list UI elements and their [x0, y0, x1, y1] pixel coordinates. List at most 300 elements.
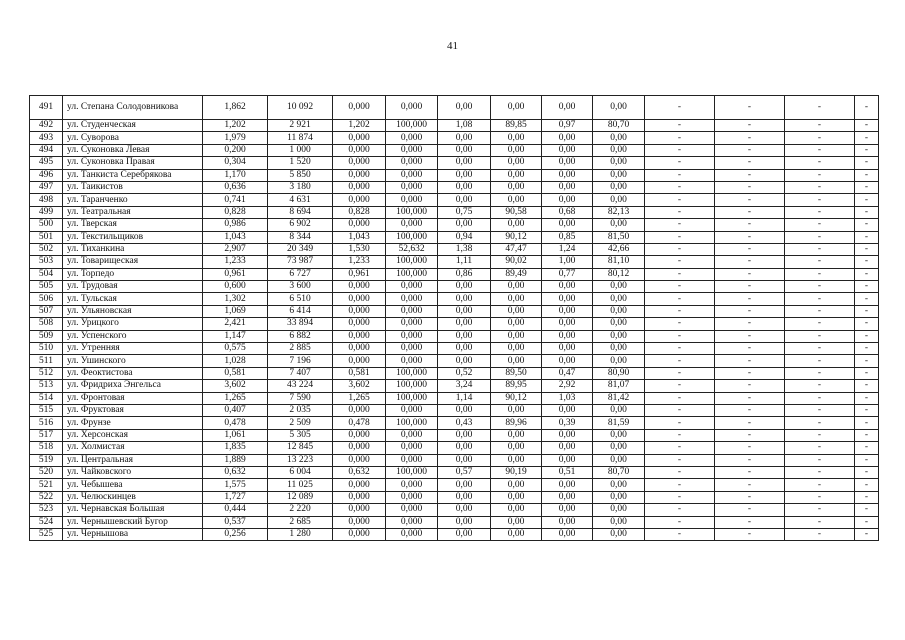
value-cell: 0,43 — [438, 417, 491, 429]
dash-cell: - — [785, 442, 855, 454]
dash-cell: - — [645, 417, 715, 429]
value-cell: 0,000 — [333, 330, 386, 342]
dash-cell: - — [645, 194, 715, 206]
street-name: ул. Таранченко — [63, 194, 203, 206]
value-cell: 6 414 — [268, 305, 333, 317]
street-name: ул. Ушинского — [63, 355, 203, 367]
dash-cell: - — [715, 194, 785, 206]
value-cell: 3 180 — [268, 181, 333, 193]
value-cell: 47,47 — [491, 243, 542, 255]
value-cell: 1,233 — [203, 256, 268, 268]
value-cell: 100,000 — [386, 206, 438, 218]
dash-cell: - — [645, 268, 715, 280]
value-cell: 2 921 — [268, 120, 333, 132]
street-name: ул. Урицкого — [63, 318, 203, 330]
value-cell: 0,00 — [491, 281, 542, 293]
value-cell: 100,000 — [386, 268, 438, 280]
value-cell: 0,00 — [491, 318, 542, 330]
street-name: ул. Чернавская Большая — [63, 504, 203, 516]
value-cell: 0,00 — [593, 343, 645, 355]
value-cell: 0,00 — [542, 355, 593, 367]
value-cell: 0,00 — [593, 181, 645, 193]
value-cell: 12 089 — [268, 491, 333, 503]
row-number: 521 — [30, 479, 63, 491]
value-cell: 0,00 — [491, 404, 542, 416]
row-number: 499 — [30, 206, 63, 218]
dash-cell: - — [645, 243, 715, 255]
value-cell: 0,00 — [491, 293, 542, 305]
street-name: ул. Тверская — [63, 219, 203, 231]
dash-cell: - — [645, 132, 715, 144]
dash-cell: - — [785, 96, 855, 120]
value-cell: 100,000 — [386, 417, 438, 429]
dash-cell: - — [645, 144, 715, 156]
dash-cell: - — [785, 479, 855, 491]
value-cell: 0,86 — [438, 268, 491, 280]
dash-cell: - — [855, 305, 879, 317]
value-cell: 0,000 — [386, 355, 438, 367]
value-cell: 1,03 — [542, 392, 593, 404]
table-row — [30, 479, 879, 491]
street-name: ул. Студенческая — [63, 120, 203, 132]
value-cell: 0,828 — [333, 206, 386, 218]
street-name: ул. Трудовая — [63, 281, 203, 293]
dash-cell: - — [715, 268, 785, 280]
value-cell: 0,00 — [491, 305, 542, 317]
dash-cell: - — [785, 318, 855, 330]
value-cell: 0,000 — [333, 528, 386, 540]
value-cell: 0,47 — [542, 367, 593, 379]
dash-cell: - — [715, 528, 785, 540]
value-cell: 0,00 — [542, 528, 593, 540]
row-number: 497 — [30, 181, 63, 193]
value-cell: 1,043 — [203, 231, 268, 243]
value-cell: 33 894 — [268, 318, 333, 330]
value-cell: 0,000 — [386, 491, 438, 503]
value-cell: 80,12 — [593, 268, 645, 280]
value-cell: 1,727 — [203, 491, 268, 503]
row-number: 518 — [30, 442, 63, 454]
table-body — [30, 96, 879, 541]
street-name: ул. Холмистая — [63, 442, 203, 454]
value-cell: 3,602 — [203, 380, 268, 392]
value-cell: 0,000 — [386, 144, 438, 156]
value-cell: 0,00 — [593, 516, 645, 528]
value-cell: 0,00 — [438, 181, 491, 193]
value-cell: 0,537 — [203, 516, 268, 528]
value-cell: 1 280 — [268, 528, 333, 540]
value-cell: 0,000 — [333, 293, 386, 305]
value-cell: 1,302 — [203, 293, 268, 305]
value-cell: 80,70 — [593, 466, 645, 478]
dash-cell: - — [785, 181, 855, 193]
value-cell: 6 510 — [268, 293, 333, 305]
dash-cell: - — [645, 305, 715, 317]
value-cell: 0,00 — [491, 454, 542, 466]
value-cell: 0,52 — [438, 367, 491, 379]
value-cell: 0,000 — [386, 479, 438, 491]
value-cell: 3,602 — [333, 380, 386, 392]
row-number: 505 — [30, 281, 63, 293]
table-row — [30, 367, 879, 379]
value-cell: 0,256 — [203, 528, 268, 540]
value-cell: 0,94 — [438, 231, 491, 243]
value-cell: 0,00 — [593, 144, 645, 156]
table-row — [30, 318, 879, 330]
street-name: ул. Центральная — [63, 454, 203, 466]
dash-cell: - — [855, 466, 879, 478]
value-cell: 0,00 — [438, 305, 491, 317]
row-number: 498 — [30, 194, 63, 206]
dash-cell: - — [715, 479, 785, 491]
value-cell: 0,00 — [491, 528, 542, 540]
dash-cell: - — [715, 404, 785, 416]
row-number: 507 — [30, 305, 63, 317]
dash-cell: - — [855, 429, 879, 441]
value-cell: 81,07 — [593, 380, 645, 392]
value-cell: 0,75 — [438, 206, 491, 218]
value-cell: 2,907 — [203, 243, 268, 255]
dash-cell: - — [785, 243, 855, 255]
street-name: ул. Товарищеская — [63, 256, 203, 268]
value-cell: 0,00 — [438, 293, 491, 305]
value-cell: 0,000 — [333, 504, 386, 516]
table-row — [30, 404, 879, 416]
value-cell: 0,00 — [593, 442, 645, 454]
dash-cell: - — [645, 256, 715, 268]
table-row — [30, 343, 879, 355]
value-cell: 89,50 — [491, 367, 542, 379]
value-cell: 0,000 — [333, 343, 386, 355]
value-cell: 0,000 — [333, 442, 386, 454]
value-cell: 0,00 — [542, 144, 593, 156]
dash-cell: - — [715, 120, 785, 132]
street-name: ул. Фруктовая — [63, 404, 203, 416]
street-name: ул. Тиханкина — [63, 243, 203, 255]
value-cell: 89,95 — [491, 380, 542, 392]
dash-cell: - — [855, 318, 879, 330]
street-name: ул. Челюскинцев — [63, 491, 203, 503]
dash-cell: - — [715, 305, 785, 317]
dash-cell: - — [715, 169, 785, 181]
value-cell: 12 845 — [268, 442, 333, 454]
dash-cell: - — [645, 330, 715, 342]
value-cell: 52,632 — [386, 243, 438, 255]
value-cell: 0,200 — [203, 144, 268, 156]
value-cell: 0,00 — [542, 132, 593, 144]
value-cell: 8 694 — [268, 206, 333, 218]
dash-cell: - — [855, 206, 879, 218]
value-cell: 0,00 — [542, 318, 593, 330]
dash-cell: - — [785, 491, 855, 503]
value-cell: 0,00 — [491, 355, 542, 367]
dash-cell: - — [645, 219, 715, 231]
dash-cell: - — [785, 157, 855, 169]
row-number: 493 — [30, 132, 63, 144]
dash-cell: - — [785, 367, 855, 379]
value-cell: 1,979 — [203, 132, 268, 144]
row-number: 525 — [30, 528, 63, 540]
value-cell: 0,00 — [542, 442, 593, 454]
value-cell: 0,000 — [386, 454, 438, 466]
dash-cell: - — [715, 442, 785, 454]
value-cell: 1,265 — [203, 392, 268, 404]
value-cell: 0,632 — [333, 466, 386, 478]
value-cell: 0,00 — [542, 293, 593, 305]
value-cell: 73 987 — [268, 256, 333, 268]
value-cell: 0,57 — [438, 466, 491, 478]
dash-cell: - — [715, 318, 785, 330]
value-cell: 7 407 — [268, 367, 333, 379]
dash-cell: - — [645, 318, 715, 330]
dash-cell: - — [715, 355, 785, 367]
value-cell: 0,000 — [386, 504, 438, 516]
value-cell: 0,00 — [491, 429, 542, 441]
value-cell: 0,00 — [542, 454, 593, 466]
row-number: 496 — [30, 169, 63, 181]
dash-cell: - — [855, 330, 879, 342]
dash-cell: - — [855, 442, 879, 454]
table-row — [30, 219, 879, 231]
table-row — [30, 194, 879, 206]
value-cell: 0,00 — [491, 219, 542, 231]
row-number: 511 — [30, 355, 63, 367]
value-cell: 0,000 — [333, 181, 386, 193]
value-cell: 0,00 — [593, 157, 645, 169]
value-cell: 0,00 — [593, 305, 645, 317]
dash-cell: - — [645, 120, 715, 132]
value-cell: 0,00 — [491, 516, 542, 528]
table-row — [30, 417, 879, 429]
value-cell: 1,061 — [203, 429, 268, 441]
dash-cell: - — [645, 169, 715, 181]
row-number: 515 — [30, 404, 63, 416]
dash-cell: - — [855, 392, 879, 404]
table-row — [30, 231, 879, 243]
value-cell: 81,50 — [593, 231, 645, 243]
dash-cell: - — [645, 516, 715, 528]
value-cell: 0,581 — [333, 367, 386, 379]
value-cell: 0,77 — [542, 268, 593, 280]
dash-cell: - — [785, 268, 855, 280]
row-number: 491 — [30, 96, 63, 120]
value-cell: 0,00 — [542, 169, 593, 181]
value-cell: 0,00 — [438, 96, 491, 120]
table-row — [30, 157, 879, 169]
value-cell: 0,39 — [542, 417, 593, 429]
value-cell: 7 590 — [268, 392, 333, 404]
value-cell: 100,000 — [386, 367, 438, 379]
street-name: ул. Утренняя — [63, 343, 203, 355]
row-number: 503 — [30, 256, 63, 268]
value-cell: 2 220 — [268, 504, 333, 516]
value-cell: 1,530 — [333, 243, 386, 255]
dash-cell: - — [715, 392, 785, 404]
value-cell: 0,00 — [438, 219, 491, 231]
street-name: ул. Чебышева — [63, 479, 203, 491]
value-cell: 1,00 — [542, 256, 593, 268]
table-row — [30, 528, 879, 540]
value-cell: 0,00 — [542, 181, 593, 193]
value-cell: 0,00 — [593, 528, 645, 540]
table-row — [30, 132, 879, 144]
dash-cell: - — [855, 504, 879, 516]
value-cell: 6 727 — [268, 268, 333, 280]
value-cell: 0,000 — [333, 429, 386, 441]
dash-cell: - — [855, 219, 879, 231]
value-cell: 0,000 — [386, 181, 438, 193]
value-cell: 0,000 — [386, 132, 438, 144]
street-name: ул. Чайковского — [63, 466, 203, 478]
value-cell: 0,000 — [333, 219, 386, 231]
street-name: ул. Суворова — [63, 132, 203, 144]
value-cell: 4 631 — [268, 194, 333, 206]
dash-cell: - — [645, 380, 715, 392]
dash-cell: - — [645, 442, 715, 454]
dash-cell: - — [785, 132, 855, 144]
value-cell: 0,00 — [438, 504, 491, 516]
table-row — [30, 429, 879, 441]
dash-cell: - — [855, 120, 879, 132]
value-cell: 0,00 — [491, 479, 542, 491]
dash-cell: - — [785, 516, 855, 528]
dash-cell: - — [855, 144, 879, 156]
value-cell: 13 223 — [268, 454, 333, 466]
street-name: ул. Суконовка Левая — [63, 144, 203, 156]
value-cell: 0,000 — [386, 442, 438, 454]
value-cell: 0,000 — [333, 318, 386, 330]
value-cell: 0,000 — [333, 516, 386, 528]
row-number: 522 — [30, 491, 63, 503]
value-cell: 1,862 — [203, 96, 268, 120]
value-cell: 0,00 — [438, 157, 491, 169]
dash-cell: - — [715, 330, 785, 342]
dash-cell: - — [785, 429, 855, 441]
dash-cell: - — [785, 466, 855, 478]
value-cell: 0,68 — [542, 206, 593, 218]
value-cell: 0,00 — [593, 169, 645, 181]
dash-cell: - — [855, 268, 879, 280]
street-name: ул. Чернышова — [63, 528, 203, 540]
value-cell: 1 000 — [268, 144, 333, 156]
table-row — [30, 293, 879, 305]
dash-cell: - — [715, 181, 785, 193]
value-cell: 1,14 — [438, 392, 491, 404]
dash-cell: - — [855, 181, 879, 193]
dash-cell: - — [715, 144, 785, 156]
value-cell: 100,000 — [386, 231, 438, 243]
value-cell: 0,00 — [593, 479, 645, 491]
dash-cell: - — [785, 305, 855, 317]
table-row — [30, 355, 879, 367]
value-cell: 1,170 — [203, 169, 268, 181]
value-cell: 42,66 — [593, 243, 645, 255]
table-row — [30, 330, 879, 342]
dash-cell: - — [855, 404, 879, 416]
value-cell: 5 305 — [268, 429, 333, 441]
value-cell: 0,000 — [386, 194, 438, 206]
dash-cell: - — [645, 355, 715, 367]
value-cell: 0,407 — [203, 404, 268, 416]
value-cell: 0,600 — [203, 281, 268, 293]
dash-cell: - — [785, 355, 855, 367]
value-cell: 2,421 — [203, 318, 268, 330]
value-cell: 0,00 — [593, 194, 645, 206]
value-cell: 1,08 — [438, 120, 491, 132]
dash-cell: - — [715, 417, 785, 429]
dash-cell: - — [645, 343, 715, 355]
dash-cell: - — [785, 231, 855, 243]
street-name: ул. Фридриха Энгельса — [63, 380, 203, 392]
value-cell: 0,00 — [438, 194, 491, 206]
value-cell: 0,000 — [333, 454, 386, 466]
value-cell: 1,202 — [333, 120, 386, 132]
street-name: ул. Степана Солодовникова — [63, 96, 203, 120]
street-name: ул. Фронтовая — [63, 392, 203, 404]
value-cell: 0,000 — [386, 429, 438, 441]
dash-cell: - — [855, 343, 879, 355]
table-row — [30, 281, 879, 293]
dash-cell: - — [715, 132, 785, 144]
value-cell: 0,00 — [491, 504, 542, 516]
value-cell: 0,00 — [542, 281, 593, 293]
street-name: ул. Фрунзе — [63, 417, 203, 429]
table-row — [30, 380, 879, 392]
value-cell: 1,24 — [542, 243, 593, 255]
street-name: ул. Успенского — [63, 330, 203, 342]
value-cell: 1,265 — [333, 392, 386, 404]
row-number: 500 — [30, 219, 63, 231]
table-row — [30, 243, 879, 255]
value-cell: 0,00 — [438, 528, 491, 540]
street-name: ул. Чернышевский Бугор — [63, 516, 203, 528]
table-row — [30, 169, 879, 181]
dash-cell: - — [715, 157, 785, 169]
dash-cell: - — [855, 96, 879, 120]
value-cell: 6 882 — [268, 330, 333, 342]
dash-cell: - — [645, 429, 715, 441]
value-cell: 0,00 — [491, 343, 542, 355]
table-row — [30, 206, 879, 218]
table-row — [30, 504, 879, 516]
value-cell: 0,00 — [593, 355, 645, 367]
value-cell: 0,00 — [438, 132, 491, 144]
dash-cell: - — [785, 343, 855, 355]
value-cell: 1,028 — [203, 355, 268, 367]
value-cell: 100,000 — [386, 120, 438, 132]
value-cell: 0,828 — [203, 206, 268, 218]
value-cell: 0,00 — [491, 169, 542, 181]
value-cell: 0,000 — [333, 132, 386, 144]
value-cell: 0,000 — [386, 281, 438, 293]
value-cell: 0,00 — [542, 157, 593, 169]
value-cell: 2 885 — [268, 343, 333, 355]
row-number: 502 — [30, 243, 63, 255]
row-number: 516 — [30, 417, 63, 429]
value-cell: 3 600 — [268, 281, 333, 293]
dash-cell: - — [645, 293, 715, 305]
value-cell: 0,00 — [593, 281, 645, 293]
row-number: 520 — [30, 466, 63, 478]
street-name: ул. Ульяновская — [63, 305, 203, 317]
dash-cell: - — [645, 96, 715, 120]
value-cell: 0,00 — [438, 516, 491, 528]
value-cell: 81,42 — [593, 392, 645, 404]
value-cell: 0,478 — [333, 417, 386, 429]
value-cell: 0,444 — [203, 504, 268, 516]
value-cell: 0,000 — [333, 96, 386, 120]
dash-cell: - — [715, 293, 785, 305]
